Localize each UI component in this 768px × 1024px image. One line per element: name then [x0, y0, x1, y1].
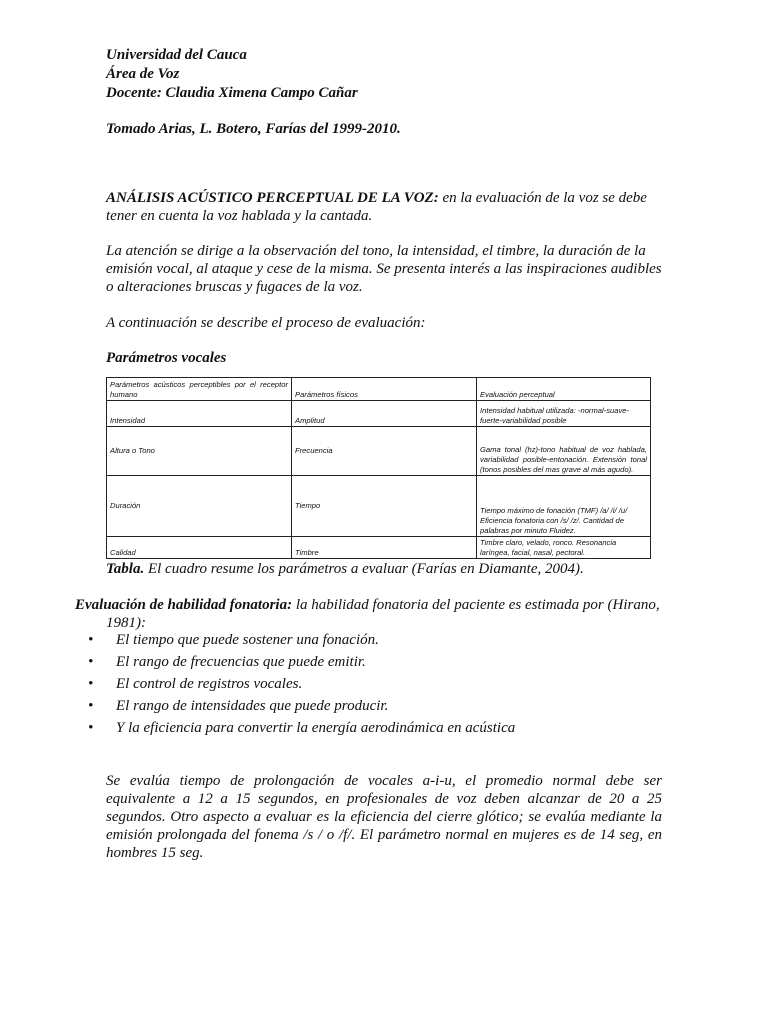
phonatory-bullet-list: [88, 631, 515, 741]
table-cell: Intensidad habitual utilizada: -normal-suave-fuerte-variabilidad posible: [477, 401, 651, 427]
table-cell: Timbre claro, velado, ronco. Resonancia laríngea, facial, nasal, pectoral.: [477, 537, 651, 559]
table-header-cell: Parámetros acústicos perceptibles por el receptor humano: [107, 378, 292, 401]
final-paragraph: Se evalúa tiempo de prolongación de vocales a-i-u, el promedio normal debe ser equivalente a 12 a 15 segundos, en profesionales de voz deben alcanzar de 20 a 25 segundos. Otro aspecto a evaluar es la eficiencia del cierre glótico; se evalúa mediante la emisión prolongada del fonema /s / o /f/. El parámetro normal en mujeres es de 14 seg, en hombres 15 seg.: [106, 773, 662, 861]
table-cell: Gama tonal (hz)-tono habitual de voz hablada, variabilidad posible-entonación. Extensión tonal (tonos posibles del mas grave al más agudo).: [477, 427, 651, 476]
list-item: [88, 697, 515, 719]
bullet-icon: •: [88, 632, 94, 648]
teacher-line: Docente: Claudia Ximena Campo Cañar: [106, 85, 358, 101]
table-cell: Timbre: [292, 537, 477, 559]
table-caption: [106, 560, 584, 578]
table-cell: Tiempo: [292, 476, 477, 537]
table-cell: Tiempo máximo de fonación (TMF) /a/ /i/ /u/ Eficiencia fonatoria con /s/ /z/. Cantidad de palabras por minuto Fluidez.: [477, 476, 651, 537]
list-item: [88, 719, 515, 741]
university-line: Universidad del Cauca: [106, 47, 247, 63]
phonatory-line-1: [75, 596, 665, 614]
list-item: [88, 653, 515, 675]
table-cell: Frecuencia: [292, 427, 477, 476]
table-row: [107, 476, 651, 537]
table-header-cell: Evaluación perceptual: [477, 378, 651, 401]
bullet-icon: •: [88, 654, 94, 670]
list-item-text: Y la eficiencia para convertir la energía aerodinámica en acústica: [116, 720, 516, 736]
table-header-row: [107, 378, 651, 401]
analysis-text: en la evaluación de la voz se debe tener en cuenta la voz hablada y la cantada.: [106, 190, 647, 224]
table-row: [107, 401, 651, 427]
phonatory-paragraph: [75, 596, 665, 632]
table-header-cell: Parámetros físicos: [292, 378, 477, 401]
attention-paragraph: La atención se dirige a la observación del tono, la intensidad, el timbre, la duración de la emisión vocal, al ataque y cese de la misma. Se presenta interés a las inspiraciones audibles o alteraciones bruscas y fugaces de la voz.: [106, 243, 662, 295]
table-cell: Altura o Tono: [107, 427, 292, 476]
list-item-text: El control de registros vocales.: [116, 676, 303, 692]
continuation-line: A continuación se describe el proceso de evaluación:: [106, 315, 426, 331]
list-item-text: El rango de frecuencias que puede emitir.: [116, 654, 366, 670]
phonatory-line-2: 1981):: [106, 615, 146, 631]
bullet-icon: •: [88, 698, 94, 714]
source-line: Tomado Arias, L. Botero, Farías del 1999-2010.: [106, 121, 401, 137]
table-cell: Intensidad: [107, 401, 292, 427]
caption-text: El cuadro resume los parámetros a evaluar (Farías en Diamante, 2004).: [144, 561, 584, 577]
analysis-paragraph: [106, 189, 662, 225]
table-row: [107, 537, 651, 559]
caption-label: Tabla.: [106, 561, 145, 577]
phonatory-text: la habilidad fonatoria del paciente es estimada por (Hirano,: [292, 597, 660, 613]
bullet-icon: •: [88, 720, 94, 736]
list-item-text: El tiempo que puede sostener una fonación.: [116, 632, 379, 648]
list-item: [88, 675, 515, 697]
table-cell: Calidad: [107, 537, 292, 559]
analysis-heading: ANÁLISIS ACÚSTICO PERCEPTUAL DE LA VOZ:: [106, 190, 439, 206]
area-line: Área de Voz: [106, 66, 180, 82]
table-cell: Duración: [107, 476, 292, 537]
params-title: Parámetros vocales: [106, 350, 227, 366]
list-item: [88, 631, 515, 653]
table-row: [107, 427, 651, 476]
table-cell: Amplitud: [292, 401, 477, 427]
list-item-text: El rango de intensidades que puede producir.: [116, 698, 389, 714]
parameters-table: [106, 377, 651, 559]
phonatory-heading: Evaluación de habilidad fonatoria:: [75, 597, 293, 613]
bullet-icon: •: [88, 676, 94, 692]
